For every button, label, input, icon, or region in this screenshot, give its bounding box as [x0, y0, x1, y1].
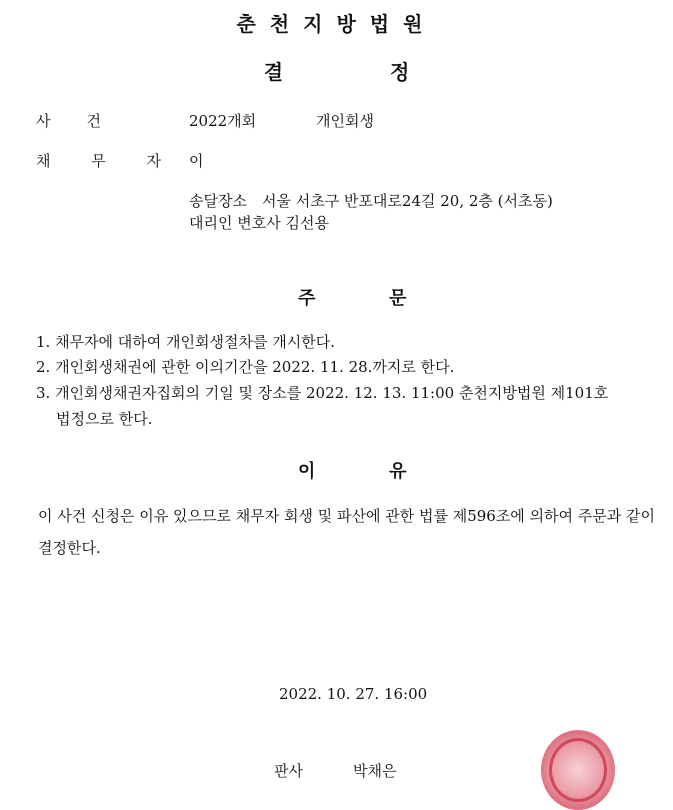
order-item-3-continuation: 법정으로 한다.: [56, 410, 153, 428]
judge-name: 박채은: [353, 762, 397, 780]
order-title-first-char: 주: [298, 288, 316, 309]
judge-seal-ring: [549, 738, 607, 802]
representative: 대리인 변호사 김선용: [189, 214, 329, 232]
document-type-second-char: 정: [389, 60, 410, 84]
case-type: 개인회생: [316, 112, 374, 130]
order-item-3: 3. 개인회생채권자집회의 기일 및 장소를 2022. 12. 13. 11:00 춘천지방법원 제101호: [36, 384, 609, 402]
order-item-1: 1. 채무자에 대하여 개인회생절차를 개시한다.: [36, 333, 335, 351]
order-item-2: 2. 개인회생채권에 관한 이의기간을 2022. 11. 28.까지로 한다.: [36, 358, 455, 376]
document-type-title: [0, 56, 673, 85]
case-label: 사 건: [36, 112, 103, 130]
judge-title: 판사: [274, 762, 303, 780]
document-type-first-char: 결: [263, 60, 284, 84]
debtor-label: 채 무 자: [36, 152, 180, 170]
court-name: 춘천지방법원: [236, 12, 437, 36]
reason-title-first-char: 이: [298, 461, 316, 482]
service-address: 송달장소 서울 서초구 반포대로24길 20, 2층 (서초동): [189, 192, 553, 210]
case-number: 2022개회: [189, 112, 257, 130]
debtor-name: 이: [189, 152, 204, 170]
order-title-second-char: 문: [389, 288, 407, 309]
judge-seal: [541, 730, 615, 810]
reason-text: 이 사건 신청은 이유 있으므로 채무자 회생 및 파산에 관한 법률 제596조에 의하여 주문과 같이 결정한다.: [38, 507, 656, 557]
reason-title-second-char: 유: [389, 461, 407, 482]
decision-datetime: 2022. 10. 27. 16:00: [279, 685, 428, 703]
